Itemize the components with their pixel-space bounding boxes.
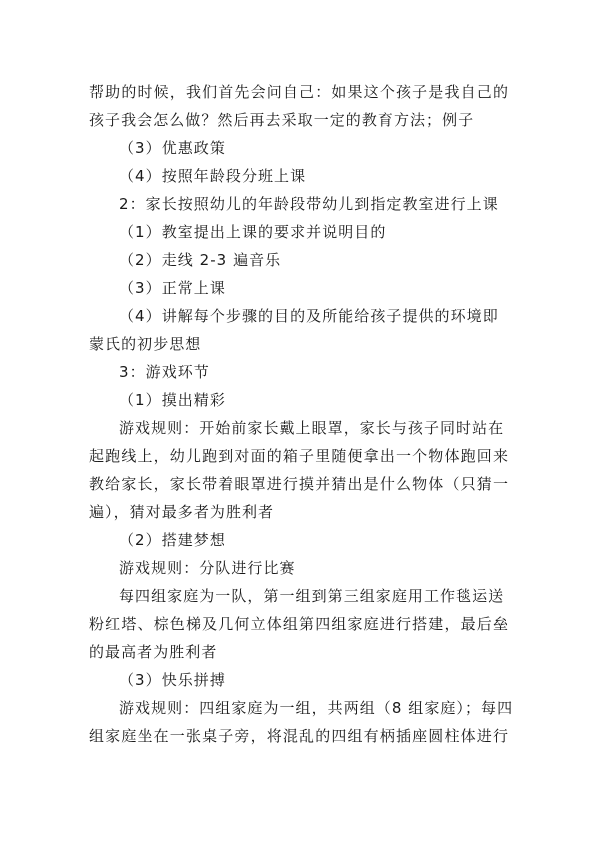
list-item: （2）走线 2-3 遍音乐 — [119, 251, 282, 269]
text-line: 游戏规则：开始前家长戴上眼罩，家长与孩子同时站在 — [119, 419, 505, 437]
list-item: （4）按照年龄段分班上课 — [119, 167, 307, 185]
text-line: 组家庭坐在一张桌子旁，将混乱的四组有柄插座圆柱体进行 — [89, 727, 509, 745]
text-line: 起跑线上，幼儿跑到对面的箱子里随便拿出一个物体跑回来 — [89, 447, 509, 465]
text-line: 的最高者为胜利者 — [89, 643, 218, 661]
text-line: 游戏规则：四组家庭为一组，共两组（8 组家庭）；每四 — [119, 699, 514, 717]
text-line: 游戏规则：分队进行比赛 — [119, 559, 296, 577]
text-line: 每四组家庭为一队，第一组到第三组家庭用工作毯运送 — [119, 587, 505, 605]
list-item: （2）搭建梦想 — [119, 531, 226, 549]
text-line: 帮助的时候，我们首先会问自己：如果这个孩子是我自己的 — [89, 83, 509, 101]
text-line: 教给家长，家长带着眼罩进行摸并猜出是什么物体（只猜一 — [89, 475, 509, 493]
section-heading: 2：家长按照幼儿的年龄段带幼儿到指定教室进行上课 — [119, 195, 499, 213]
text-line: 蒙氏的初步思想 — [89, 335, 202, 353]
list-item: （1）摸出精彩 — [119, 391, 226, 409]
text-line: 孩子我会怎么做？然后再去采取一定的教育方法；例子 — [89, 111, 475, 129]
section-heading: 3：游戏环节 — [119, 363, 210, 381]
list-item: （3）快乐拼搏 — [119, 671, 226, 689]
list-item: （4）讲解每个步骤的目的及所能给孩子提供的环境即 — [119, 307, 499, 325]
list-item: （3）优惠政策 — [119, 139, 226, 157]
text-line: 粉红塔、棕色梯及几何立体组第四组家庭进行搭建，最后垒 — [89, 615, 509, 633]
text-line: 遍），猜对最多者为胜利者 — [89, 503, 275, 521]
list-item: （1）教室提出上课的要求并说明目的 — [119, 223, 387, 241]
list-item: （3）正常上课 — [119, 279, 226, 297]
